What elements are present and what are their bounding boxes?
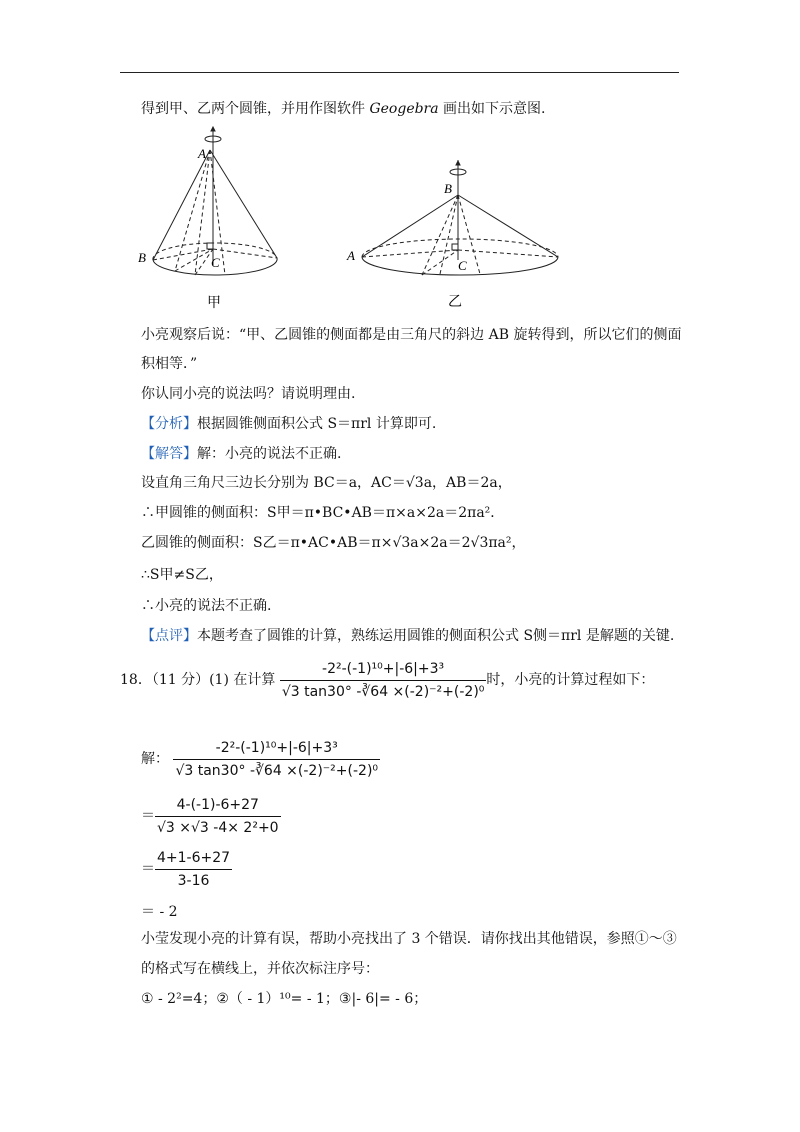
claim-line-1: 小亮观察后说：“甲、乙圆锥的侧面都是由三角尺的斜边 AB 旋转得到，所以它们的侧面 [141, 327, 682, 343]
solve-step1 [141, 738, 380, 780]
solve-step3-num: 4+1-6+27 [155, 849, 232, 870]
solution-setup: 设直角三角尺三边长分别为 BC＝a，AC＝√3a，AB＝2a， [141, 475, 512, 491]
solution-conclusion: ∴小亮的说法不正确. [141, 598, 272, 614]
jia-center-label: C [211, 255, 220, 270]
solution-yi: 乙圆锥的侧面积：S乙＝π•AC•AB＝π×√3a×2a＝2√3πa²， [141, 535, 526, 551]
jia-caption: 甲 [207, 295, 221, 311]
comment-text: 本题考查了圆锥的计算，熟练运用圆锥的侧面积公式 S侧＝πrl 是解题的关键. [197, 628, 675, 644]
yi-apex-label: B [444, 181, 452, 196]
solve-step3-den: 3-16 [177, 872, 210, 889]
solution-neq: ∴S甲≠S乙， [141, 567, 223, 583]
analysis-text: 根据圆锥侧面积公式 S＝πrl 计算即可. [197, 416, 437, 432]
solve-step2-num: 4-(-1)-6+27 [155, 796, 281, 817]
solve-result: ＝ - 2 [141, 904, 178, 920]
find-line-1: 小莹发现小亮的计算有误，帮助小亮找出了 3 个错误．请你找出其他错误，参照①～③ [141, 931, 677, 947]
solve-step3: ＝ $\frac{4+1-6+27}{3-16}$ [141, 849, 231, 889]
q18-part: (1) 在计算 [209, 672, 276, 688]
find-line-2: 的格式写在横线上，并依次标注序号： [141, 961, 379, 977]
solve-step2: ＝ $\frac{4-(-1)-6+27}{\text{√3 ×√3 -4× 2²+0}}$ [141, 796, 279, 836]
q18-numerator: -2²-(-1)¹⁰+|-6|+3³ [280, 660, 487, 681]
yi-center-label: C [458, 258, 467, 273]
intro-line: 得到甲、乙两个圆锥，并用作图软件 Geogebra 画出如下示意图. [141, 101, 546, 117]
question-line: 你认同小亮的说法吗？请说明理由. [141, 386, 356, 402]
solve-label: 解： [141, 751, 169, 767]
q18-number: 18． [120, 672, 152, 688]
q18-score: （11 分） [151, 672, 210, 688]
solution-tag: 【解答】 [141, 446, 197, 462]
claim-line-2: 积相等．” [141, 356, 198, 372]
analysis-line [141, 415, 436, 433]
cone-figure-yi [340, 160, 570, 320]
comment-line [141, 627, 674, 645]
yi-base-label: A [347, 248, 355, 263]
jia-base-label: B [138, 250, 146, 265]
solve-step2-den: √3 ×√3 -4× 2²+0 [157, 819, 279, 836]
comment-tag: 【点评】 [141, 628, 197, 644]
solution-line [141, 445, 341, 463]
solve-step1-num: -2²-(-1)¹⁰+|-6|+3³ [173, 739, 380, 760]
errors-line: ① - 2²=4；②（ - 1）¹⁰= - 1；③|- 6|= - 6； [141, 991, 428, 1007]
q18-expression [280, 660, 487, 701]
analysis-tag: 【分析】 [141, 416, 197, 432]
solve-step1-den: √3 tan30° -∛64 ×(-2)⁻²+(-2)⁰ [175, 762, 379, 779]
cone-figure-jia [135, 125, 285, 315]
solve-step2-fraction [155, 796, 281, 837]
solution-jia: ∴甲圆锥的侧面积：S甲＝π•BC•AB＝π×a×2a＝2πa²． [141, 505, 505, 521]
yi-caption: 乙 [448, 294, 462, 310]
solution-text: 解：小亮的说法不正确. [197, 446, 342, 462]
solve-step3-fraction [155, 849, 232, 890]
header-rule [120, 72, 679, 73]
jia-apex-label: A [198, 146, 206, 161]
q18-after: 时，小亮的计算过程如下： [486, 672, 655, 688]
q18-header [120, 659, 654, 701]
solve-step1-fraction [173, 739, 380, 780]
q18-denominator: √3 tan30° -∛64 ×(-2)⁻²+(-2)⁰ [281, 683, 485, 700]
